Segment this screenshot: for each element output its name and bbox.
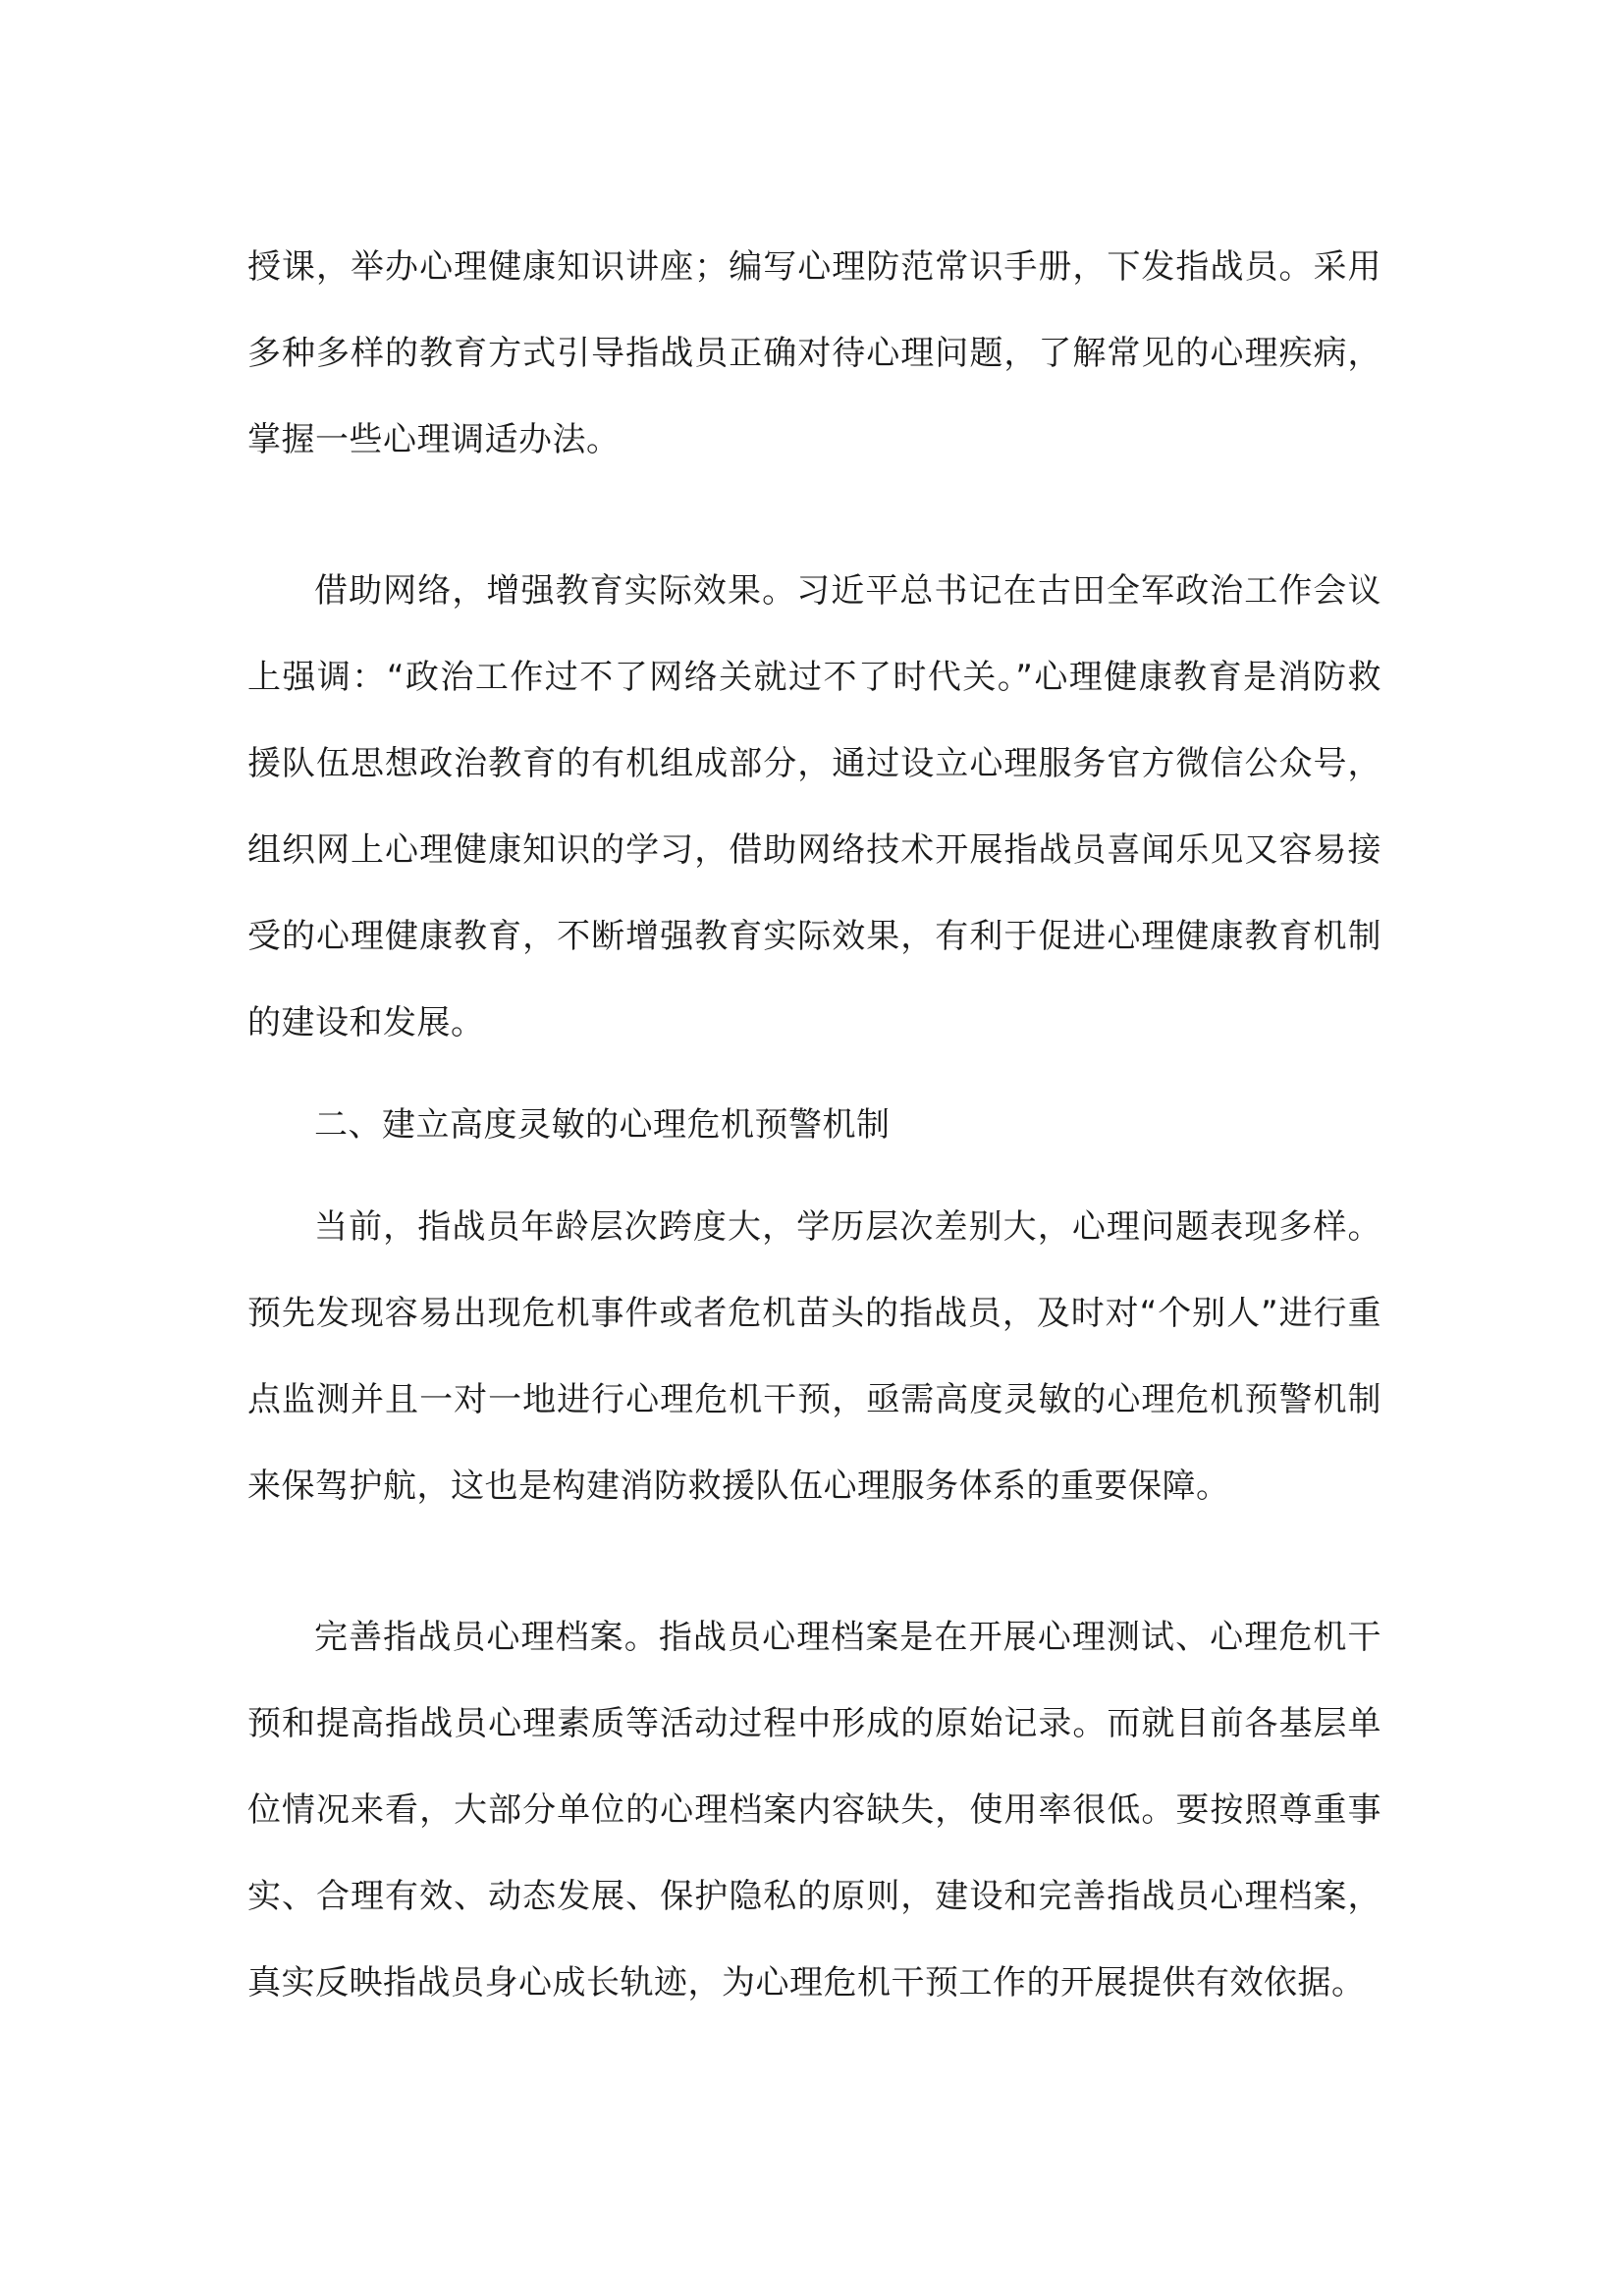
- paragraph-network-education: 借助网络，增强教育实际效果。习近平总书记在古田全军政治工作会议上强调：“政治工作过不了网络关就过不了时代关。”心理健康教育是消防救援队伍思想政治教育的有机组成部分，通过设立心理服务官方微信公众号，组织网上心理健康知识的学习，借助网络技术开展指战员喜闻乐见又容易接受的心理健康教育，不断增强教育实际效果，有利于促进心理健康教育机制的建设和发展。: [247, 571, 1381, 1042]
- paragraph-current-situation: 当前，指战员年龄层次跨度大，学历层次差别大，心理问题表现多样。预先发现容易出现危机事件或者危机苗头的指战员，及时对“个别人”进行重点监测并且一对一地进行心理危机干预，亟需高度灵敏的心理危机预警机制来保驾护航，这也是构建消防救援队伍心理服务体系的重要保障。: [247, 1207, 1381, 1506]
- document-body: [247, 224, 1381, 2026]
- section-heading-crisis-warning: 二、建立高度灵敏的心理危机预警机制: [314, 1105, 891, 1145]
- paragraph-psychological-archives: 完善指战员心理档案。指战员心理档案是在开展心理测试、心理危机干预和提高指战员心理素质等活动过程中形成的原始记录。而就目前各基层单位情况来看，大部分单位的心理档案内容缺失，使用率很低。要按照尊重事实、合理有效、动态发展、保护隐私的原则，建设和完善指战员心理档案，真实反映指战员身心成长轨迹，为心理危机干预工作的开展提供有效依据。: [247, 1618, 1381, 2002]
- paragraph-continued-education-methods: 授课，举办心理健康知识讲座；编写心理防范常识手册，下发指战员。采用多种多样的教育方式引导指战员正确对待心理问题，了解常见的心理疾病，掌握一些心理调适办法。: [247, 247, 1381, 459]
